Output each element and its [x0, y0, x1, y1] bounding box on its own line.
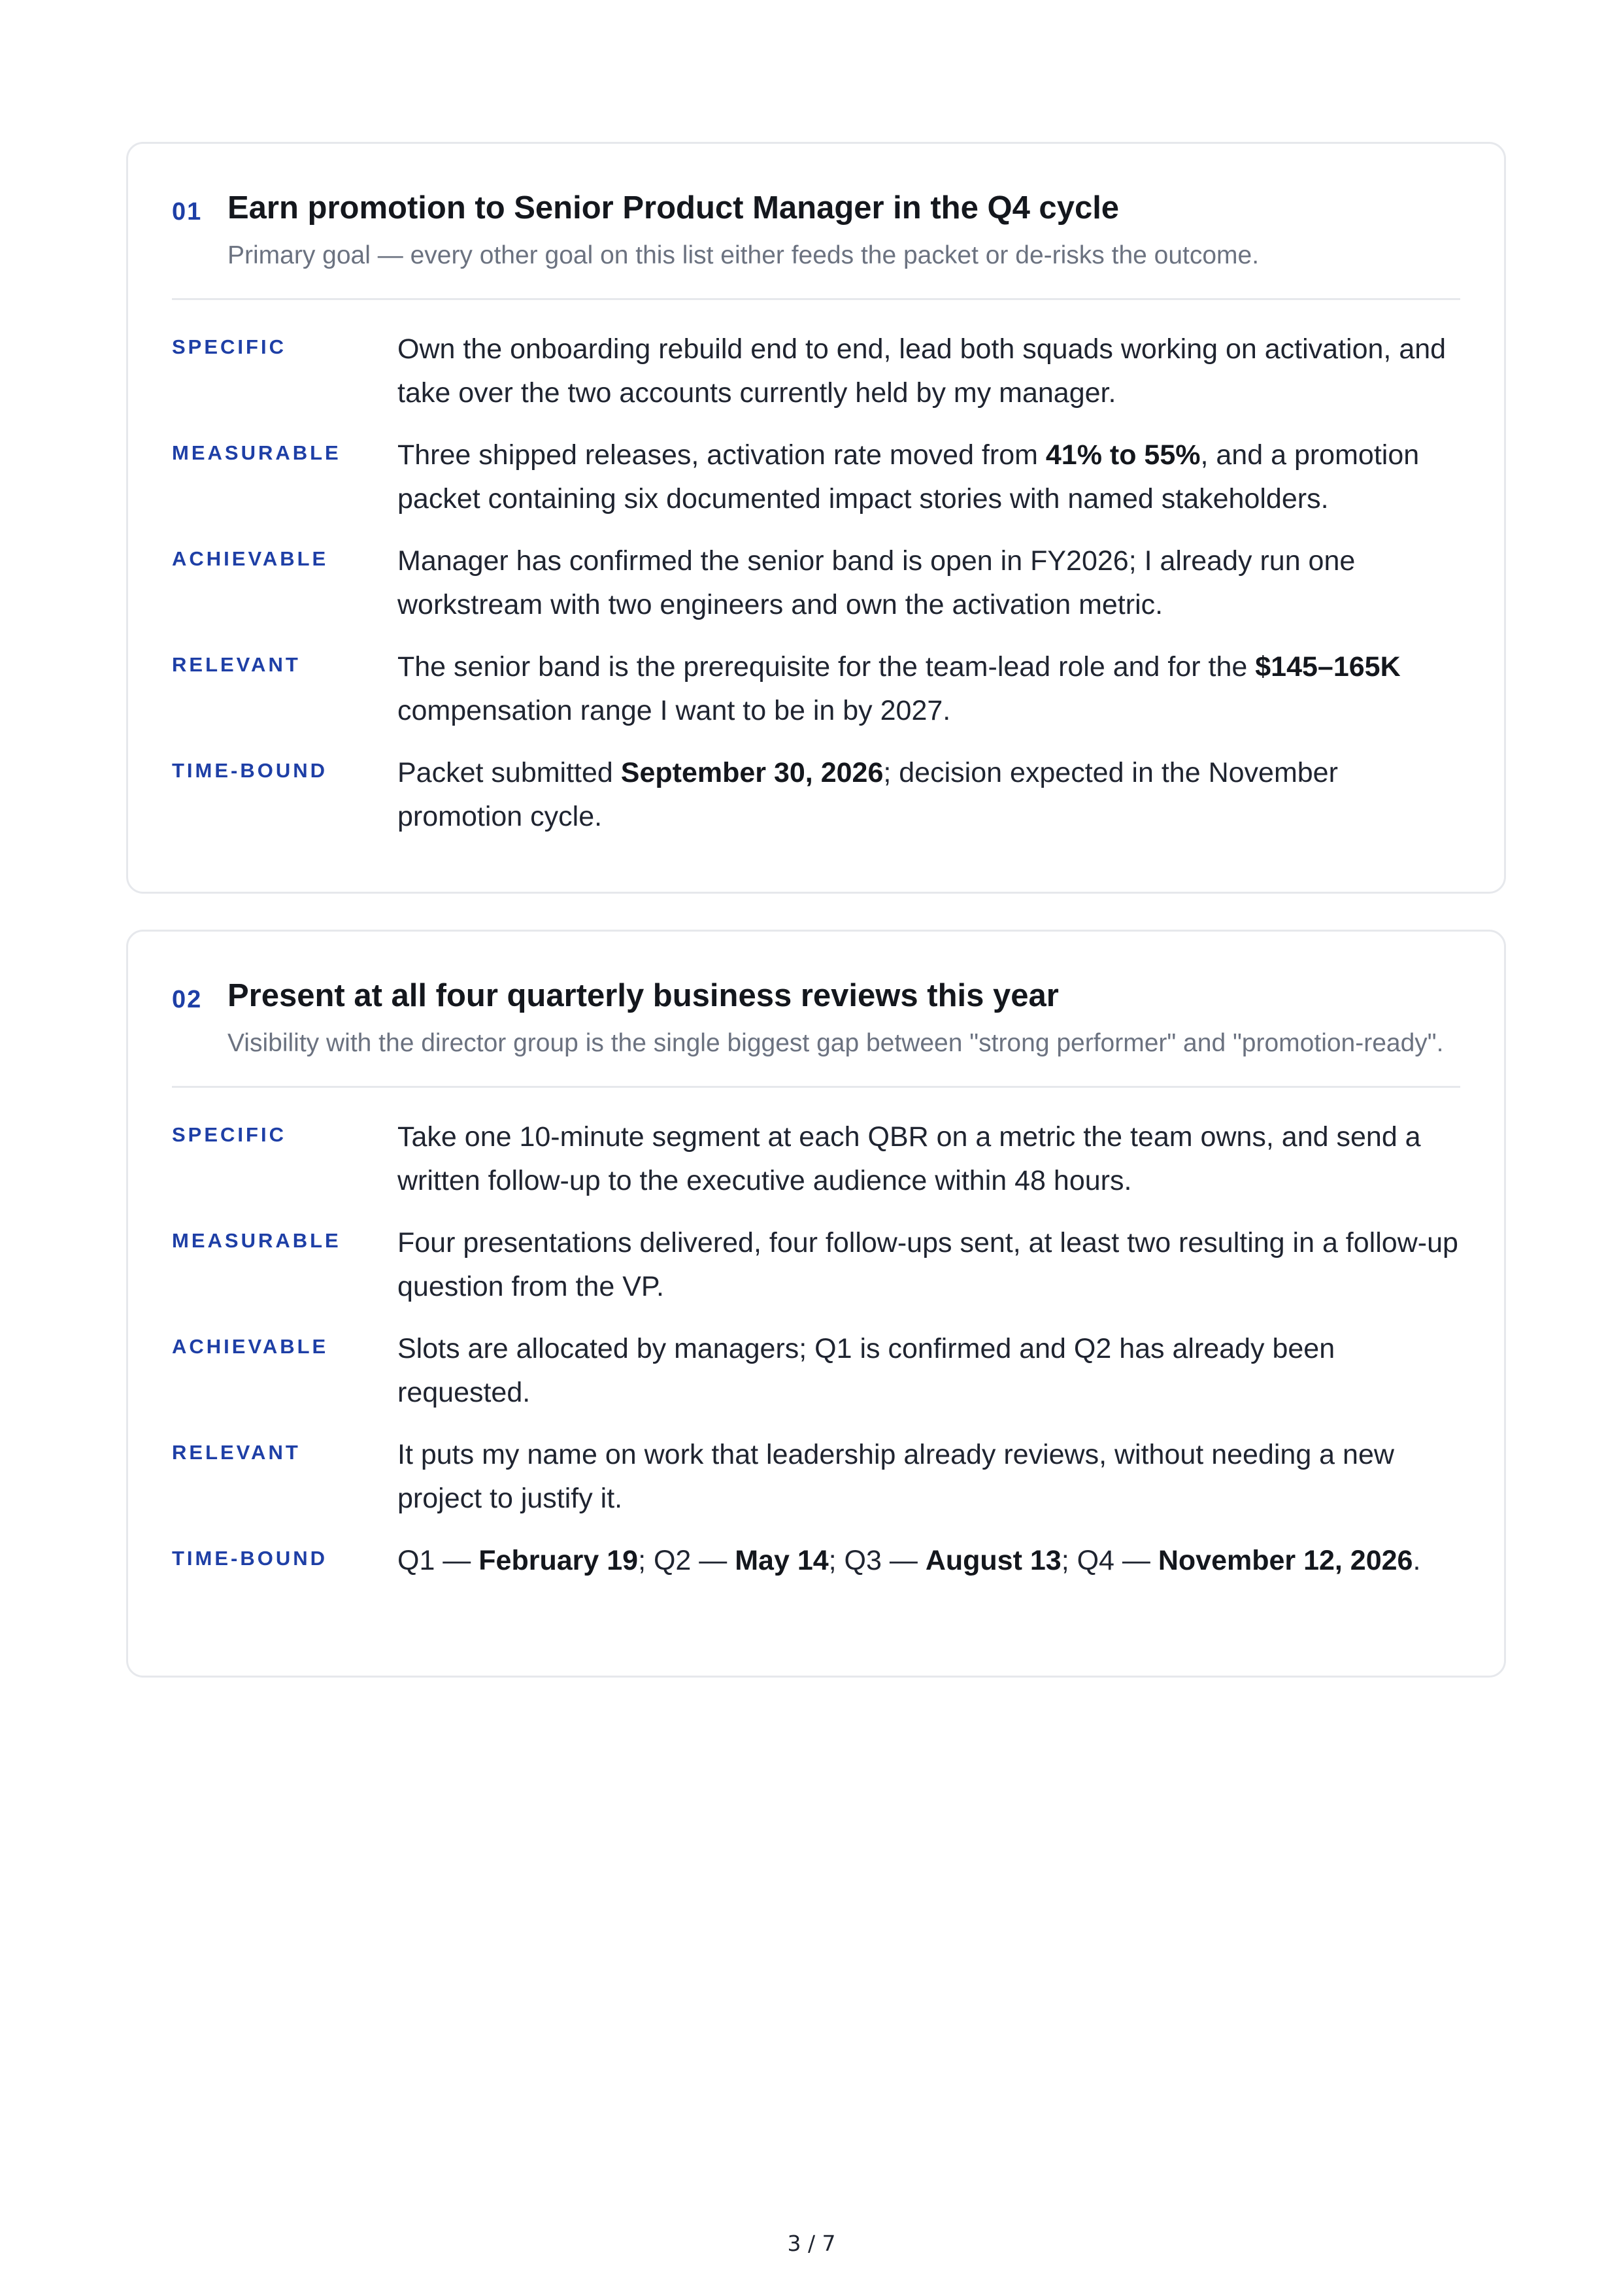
emphasis-text: May 14: [735, 1545, 829, 1576]
emphasis-text: September 30, 2026: [620, 757, 884, 788]
row-text: The senior band is the prerequisite for the team-lead role and for the $145–165K compensation range I want to be in by 2027.: [397, 651, 1401, 726]
row-label: SPECIFIC: [172, 335, 286, 358]
smart-row-time-bound: [172, 751, 1460, 839]
emphasis-text: February 19: [478, 1545, 639, 1576]
row-text: Take one 10-minute segment at each QBR on a metric the team owns, and send a written follow-up to the executive audience within 48 hours.: [397, 1121, 1421, 1196]
smart-row-achievable: [172, 1327, 1460, 1415]
row-label: SPECIFIC: [172, 1123, 286, 1146]
emphasis-text: November 12, 2026: [1158, 1545, 1413, 1576]
page-number: 3 / 7: [787, 2231, 836, 2256]
row-text: Four presentations delivered, four follow-ups sent, at least two resulting in a follow-up question from the VP.: [397, 1227, 1458, 1302]
row-label: RELEVANT: [172, 1441, 301, 1464]
goal-title: Present at all four quarterly business reviews this year: [227, 978, 1059, 1013]
smart-row-relevant: [172, 1433, 1460, 1521]
goal-subtitle: Visibility with the director group is the single biggest gap between "strong performer" and "promotion-ready".: [227, 1029, 1444, 1057]
smart-row-measurable: [172, 1221, 1460, 1309]
row-label: MEASURABLE: [172, 441, 341, 464]
row-label: RELEVANT: [172, 653, 301, 676]
row-label: TIME-BOUND: [172, 759, 328, 782]
goal-card: [126, 930, 1506, 1678]
goal-title: Earn promotion to Senior Product Manager in the Q4 cycle: [227, 190, 1120, 226]
smart-row-achievable: [172, 539, 1460, 627]
row-label: ACHIEVABLE: [172, 547, 329, 570]
goal-header: [172, 144, 1460, 275]
smart-row-specific: [172, 1115, 1460, 1203]
row-text: Own the onboarding rebuild end to end, lead both squads working on activation, and take over the two accounts currently held by my manager.: [397, 333, 1447, 409]
row-text: It puts my name on work that leadership already reviews, without needing a new project to justify it.: [397, 1439, 1394, 1514]
goal-card: [126, 142, 1506, 894]
row-text: Three shipped releases, activation rate moved from 41% to 55%, and a promotion packet containing six documented impact stories with named stakeholders.: [397, 439, 1420, 515]
smart-row-time-bound: [172, 1539, 1460, 1583]
goal-header: [172, 932, 1460, 1062]
divider: [172, 298, 1460, 300]
row-text: Slots are allocated by managers; Q1 is confirmed and Q2 has already been requested.: [397, 1333, 1335, 1408]
goal-number: 02: [172, 986, 203, 1013]
row-text: Packet submitted September 30, 2026; decision expected in the November promotion cycle.: [397, 757, 1338, 832]
smart-row-specific: [172, 328, 1460, 415]
smart-row-measurable: [172, 433, 1460, 521]
row-label: TIME-BOUND: [172, 1547, 328, 1570]
row-label: MEASURABLE: [172, 1229, 341, 1252]
divider: [172, 1086, 1460, 1088]
row-text: Q1 — February 19; Q2 — May 14; Q3 — August 13; Q4 — November 12, 2026.: [397, 1545, 1421, 1576]
smart-row-relevant: [172, 645, 1460, 733]
emphasis-text: August 13: [925, 1545, 1062, 1576]
emphasis-text: $145–165K: [1255, 651, 1401, 683]
goal-number: 01: [172, 198, 203, 226]
emphasis-text: 41% to 55%: [1045, 439, 1201, 471]
goal-subtitle: Primary goal — every other goal on this list either feeds the packet or de-risks the outcome.: [227, 241, 1260, 269]
row-label: ACHIEVABLE: [172, 1335, 329, 1358]
row-text: Manager has confirmed the senior band is open in FY2026; I already run one workstream with two engineers and own the activation metric.: [397, 545, 1356, 620]
